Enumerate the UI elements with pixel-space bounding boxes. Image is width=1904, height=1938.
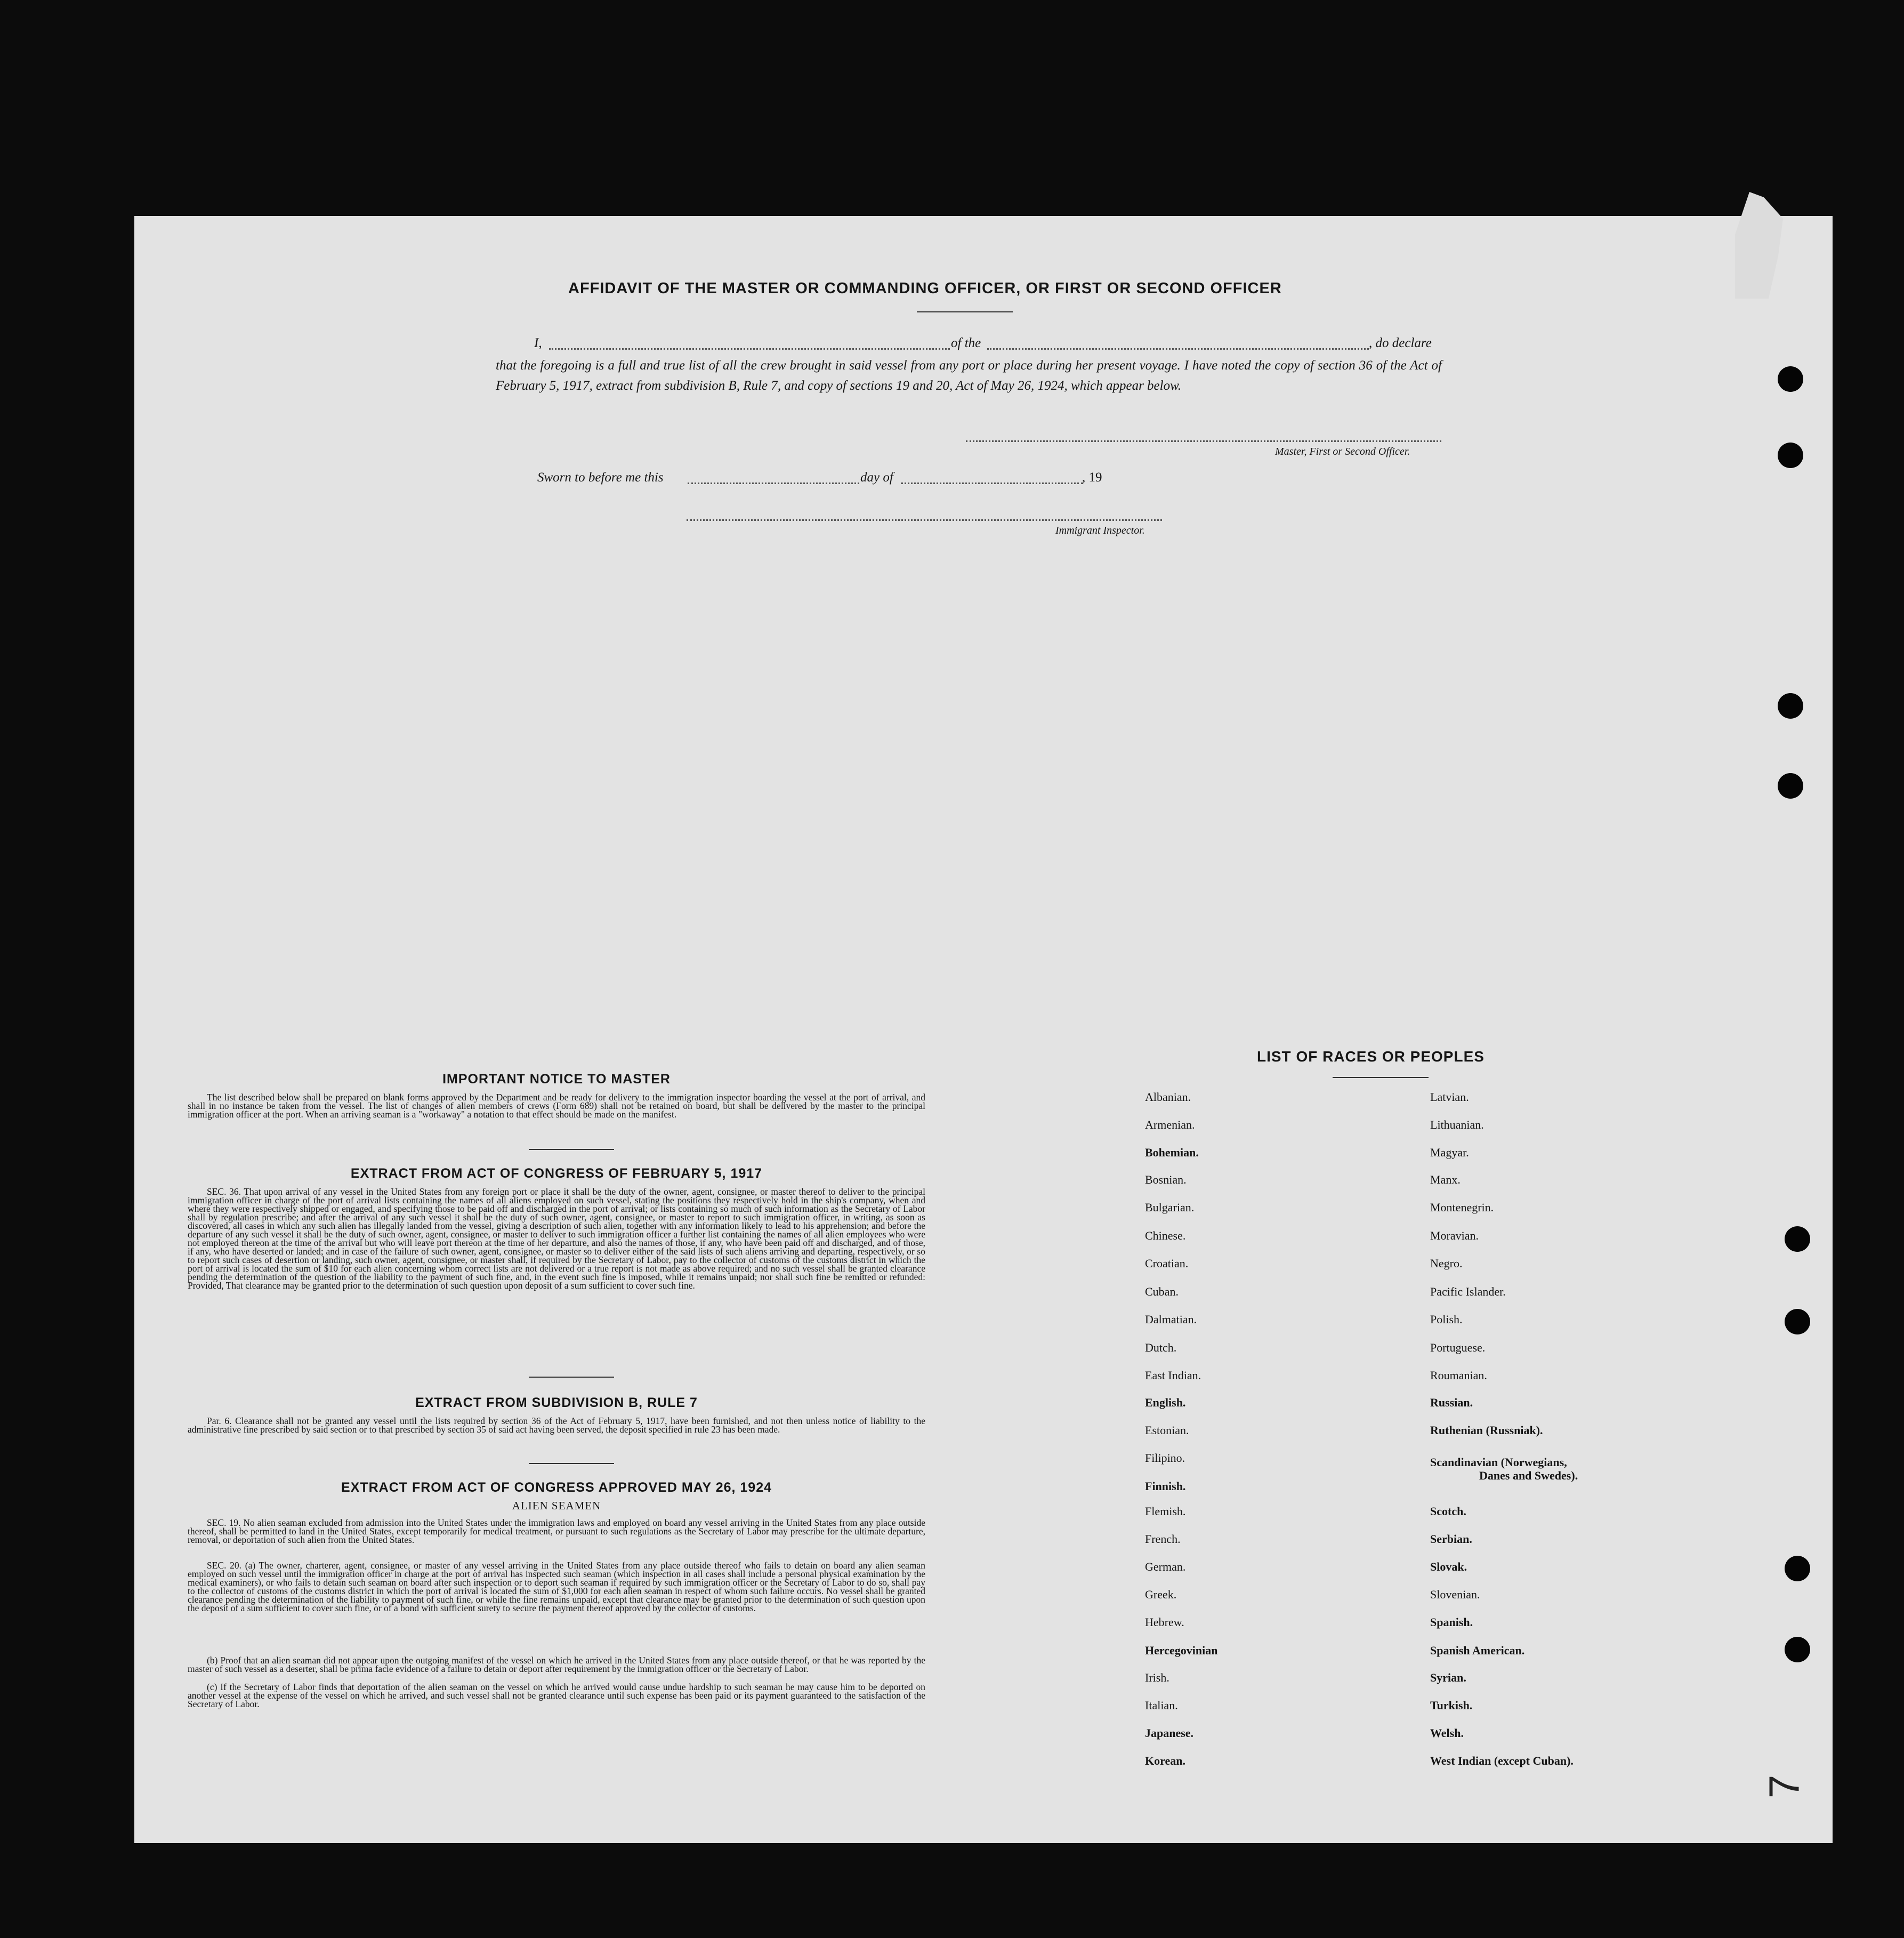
divider (529, 1149, 614, 1150)
race-item: Russian. (1430, 1396, 1473, 1409)
race-item: Hercegovinian (1145, 1644, 1218, 1657)
sworn-month-field[interactable] (901, 483, 1083, 484)
race-item: Manx. (1430, 1173, 1461, 1186)
race-item: Spanish. (1430, 1615, 1473, 1629)
race-item: Slovenian. (1430, 1588, 1480, 1601)
affidavit-title: AFFIDAVIT OF THE MASTER OR COMMANDING OFFICER, OR FIRST OR SECOND OFFICER (568, 280, 1282, 297)
race-item: Serbian. (1430, 1532, 1472, 1546)
race-item: Slovak. (1430, 1560, 1467, 1573)
race-item: West Indian (except Cuban). (1430, 1754, 1574, 1767)
rule7-title: EXTRACT FROM SUBDIVISION B, RULE 7 (415, 1395, 698, 1410)
divider (1333, 1077, 1429, 1078)
inspector-signature-field[interactable] (687, 519, 1162, 521)
binder-hole (1778, 693, 1803, 719)
race-item: Dutch. (1145, 1341, 1177, 1354)
sec19-text: SEC. 19. No alien seaman excluded from admission into the United States under the immigration laws and employed on board any vessel arriving in the United States from any place outside thereof, shall be permitted to land in the United States, except temporarily for medical treatment, or pursuant to such regulations as the Secretary of Labor may prescribe for the ultimate departure, removal, or deportation of such alien from the United States. (188, 1517, 925, 1545)
race-item: Flemish. (1145, 1505, 1186, 1518)
binder-hole (1778, 773, 1803, 799)
race-item: Korean. (1145, 1754, 1185, 1767)
inspector-signature-label: Immigrant Inspector. (1055, 525, 1145, 536)
race-item: Polish. (1430, 1313, 1463, 1326)
race-item: Finnish. (1145, 1479, 1186, 1493)
binder-hole (1778, 366, 1803, 392)
race-item: Negro. (1430, 1257, 1463, 1270)
race-item: Albanian. (1145, 1090, 1191, 1104)
divider (529, 1377, 614, 1378)
race-item: Bulgarian. (1145, 1201, 1195, 1214)
affidavit-of-the-label: of the (951, 336, 981, 350)
extract-1917-text: SEC. 36. That upon arrival of any vessel in the United States from any foreign port or place it shall be the duty of the owner, agent, consignee, or master thereof to deliver to the principal immigration officer in charge of the port of arrival lists containing the names of all aliens employed on such vessel, stating the positions they respectively hold in the ship's company, when and where they were respectively shipped or engaged, and specifying those to be paid off and discharged in the port of arrival; or lists containing so much of such information as the Secretary of Labor shall by regulation prescribe; and after the arrival of any such vessel it shall be the duty of such owner, agent, consignee, or master to report to such immigration officer, in writing, as soon as discovered, all cases in which any such alien has illegally landed from the vessel, giving a description of such alien, together with any information likely to lead to his apprehension; and before the departure of any such vessel it shall be the duty of such owner, agent, consignee, or master to deliver to such immigration officer a further list containing the names of all alien employees who were not employed thereon at the time of the arrival but who will leave port thereon at the time of her departure, and also the names of those, if any, who have been paid off and discharged, and of those, if any, who have deserted or landed; and in case of the failure of such owner, agent, consignee, or master so to deliver either of the said lists of such aliens arriving and departing, respectively, or so to report such cases of desertion or landing, such owner, agent, consignee, or master shall, if required by the Secretary of Labor, pay to the collector of customs of the customs district in which the port of arrival is located the sum of $10 for each alien concerning whom correct lists are not delivered or a true report is not made as above required; and no such vessel shall be granted clearance pending the determination of the question of the liability to the payment of such fine, and, in the event such fine is imposed, while it remains unpaid; nor shall such fine be remitted or refunded: Provided, That clearance may be granted prior to the determination of such question upon deposit of a sum sufficient to cover such fine. (188, 1186, 925, 1291)
page-number: 7 (1760, 1774, 1808, 1799)
race-item: English. (1145, 1396, 1186, 1409)
year-label: , 19 (1082, 470, 1102, 485)
race-item: Bohemian. (1145, 1146, 1199, 1159)
binder-hole (1785, 1556, 1810, 1581)
sworn-label: Sworn to before me this (537, 470, 664, 485)
extract-1917-title: EXTRACT FROM ACT OF CONGRESS OF FEBRUARY 5, 1917 (350, 1166, 763, 1181)
name-field[interactable] (549, 348, 950, 350)
affidavit-body: that the foregoing is a full and true list of all the crew brought in said vessel from any port or place during her present voyage. I have noted the copy of section 36 of the Act of February 5, 1917, extract from subdivision B, Rule 7, and copy of sections 19 and 20, Act of May 26, 1924, which appear below. (496, 358, 1442, 393)
race-item: Irish. (1145, 1671, 1169, 1684)
race-item: Cuban. (1145, 1285, 1179, 1298)
notice-title: IMPORTANT NOTICE TO MASTER (442, 1072, 671, 1087)
sworn-day-field[interactable] (688, 483, 859, 484)
race-item-continuation: Danes and Swedes). (1479, 1469, 1578, 1482)
race-item: Bosnian. (1145, 1173, 1187, 1186)
race-item: Estonian. (1145, 1424, 1189, 1437)
race-item: Ruthenian (Russniak). (1430, 1424, 1543, 1437)
race-item: Moravian. (1430, 1229, 1479, 1242)
notice-text: The list described below shall be prepared on blank forms approved by the Department and be ready for delivery to the immigration inspector boarding the vessel at the port of arrival, and shall in no instance be taken from the vessel. The list of changes of alien members of crews (Form 689) shall not be retained on board, but shall be delivered by the master to the principal immigration officer at the port. When an arriving seaman is a "workaway" a notation to that effect should be made on the manifest. (188, 1092, 925, 1120)
race-item: Japanese. (1145, 1726, 1194, 1740)
race-item: Roumanian. (1430, 1369, 1487, 1382)
race-item: Greek. (1145, 1588, 1177, 1601)
divider (917, 311, 1013, 312)
binder-hole (1785, 1309, 1810, 1334)
race-item: Welsh. (1430, 1726, 1464, 1740)
race-item: German. (1145, 1560, 1186, 1573)
affidavit-i-label: I, (534, 336, 542, 350)
race-item: Scandinavian (Norwegians, (1430, 1455, 1567, 1469)
race-item: Turkish. (1430, 1699, 1473, 1712)
sec20b-text: (b) Proof that an alien seaman did not appear upon the outgoing manifest of the vessel on which he arrived in the United States from any place outside thereof, or that he was reported by the master of such vessel as a deserter, shall be prima facie evidence of a failure to detain or deport after requirement by the immigration officer or the Secretary of Labor. (188, 1655, 925, 1674)
race-item: Spanish American. (1430, 1644, 1525, 1657)
sec20a-text: SEC. 20. (a) The owner, charterer, agent, consignee, or master of any vessel arriving in the United States from any place outside thereof who fails to detain on board any alien seaman employed on such vessel until the immigration officer in charge at the port of arrival has inspected such seaman (which inspection in all cases shall include a personal physical examination by the medical examiners), or who fails to detain such seaman on board after such inspection or to deport such seaman if required by such immigration officer or the Secretary of Labor to do so, shall pay to the collector of customs of the customs district in which the port of arrival is located the sum of $1,000 for each alien seaman in respect of whom such failure occurs. No vessel shall be granted clearance pending the determination of the liability to payment of such fine, or while the fine remains unpaid, except that clearance may be granted prior to the determination of such question upon the deposit of a sum sufficient to cover such fine, or of a bond with sufficient surety to secure the payment thereof approved by the collector of customs. (188, 1560, 925, 1613)
race-item: French. (1145, 1532, 1181, 1546)
race-item: Filipino. (1145, 1451, 1185, 1465)
race-item: Latvian. (1430, 1090, 1469, 1104)
race-item: Armenian. (1145, 1118, 1195, 1131)
binder-hole (1778, 443, 1803, 468)
race-item: Scotch. (1430, 1505, 1466, 1518)
sec20c-text: (c) If the Secretary of Labor finds that deportation of the alien seaman on the vessel on which he arrived would cause undue hardship to such seaman he may cause him to be deported on another vessel at the expense of the vessel on which he arrived, and such vessel shall not be granted clearance until such expense has been paid or its payment guaranteed to the satisfaction of the Secretary of Labor. (188, 1682, 925, 1709)
race-item: East Indian. (1145, 1369, 1201, 1382)
master-signature-label: Master, First or Second Officer. (1275, 446, 1410, 457)
affidavit-declare-label: , do declare (1369, 336, 1432, 350)
vessel-field[interactable] (987, 348, 1369, 350)
race-item: Croatian. (1145, 1257, 1189, 1270)
race-item: Pacific Islander. (1430, 1285, 1506, 1298)
master-signature-field[interactable] (966, 440, 1441, 442)
binder-hole (1785, 1226, 1810, 1252)
race-item: Dalmatian. (1145, 1313, 1197, 1326)
divider (529, 1463, 614, 1464)
race-item: Magyar. (1430, 1146, 1469, 1159)
rule7-text: Par. 6. Clearance shall not be granted any vessel until the lists required by section 36 of the Act of February 5, 1917, have been furnished, and not then unless notice of liability to the administrative fine prescribed by said section or to that prescribed by section 35 of said act having been served, the deposit specified in rule 23 has been made. (188, 1416, 925, 1435)
race-item: Italian. (1145, 1699, 1178, 1712)
extract-1924-title: EXTRACT FROM ACT OF CONGRESS APPROVED MAY 26, 1924 (341, 1480, 772, 1495)
alien-seamen-subtitle: ALIEN SEAMEN (512, 1499, 601, 1512)
race-item: Chinese. (1145, 1229, 1186, 1242)
race-item: Syrian. (1430, 1671, 1466, 1684)
race-item: Hebrew. (1145, 1615, 1184, 1629)
race-item: Lithuanian. (1430, 1118, 1484, 1131)
race-item: Montenegrin. (1430, 1201, 1494, 1214)
races-title: LIST OF RACES OR PEOPLES (1257, 1048, 1485, 1065)
day-of-label: day of (860, 470, 893, 485)
race-item: Portuguese. (1430, 1341, 1486, 1354)
binder-hole (1785, 1637, 1810, 1662)
